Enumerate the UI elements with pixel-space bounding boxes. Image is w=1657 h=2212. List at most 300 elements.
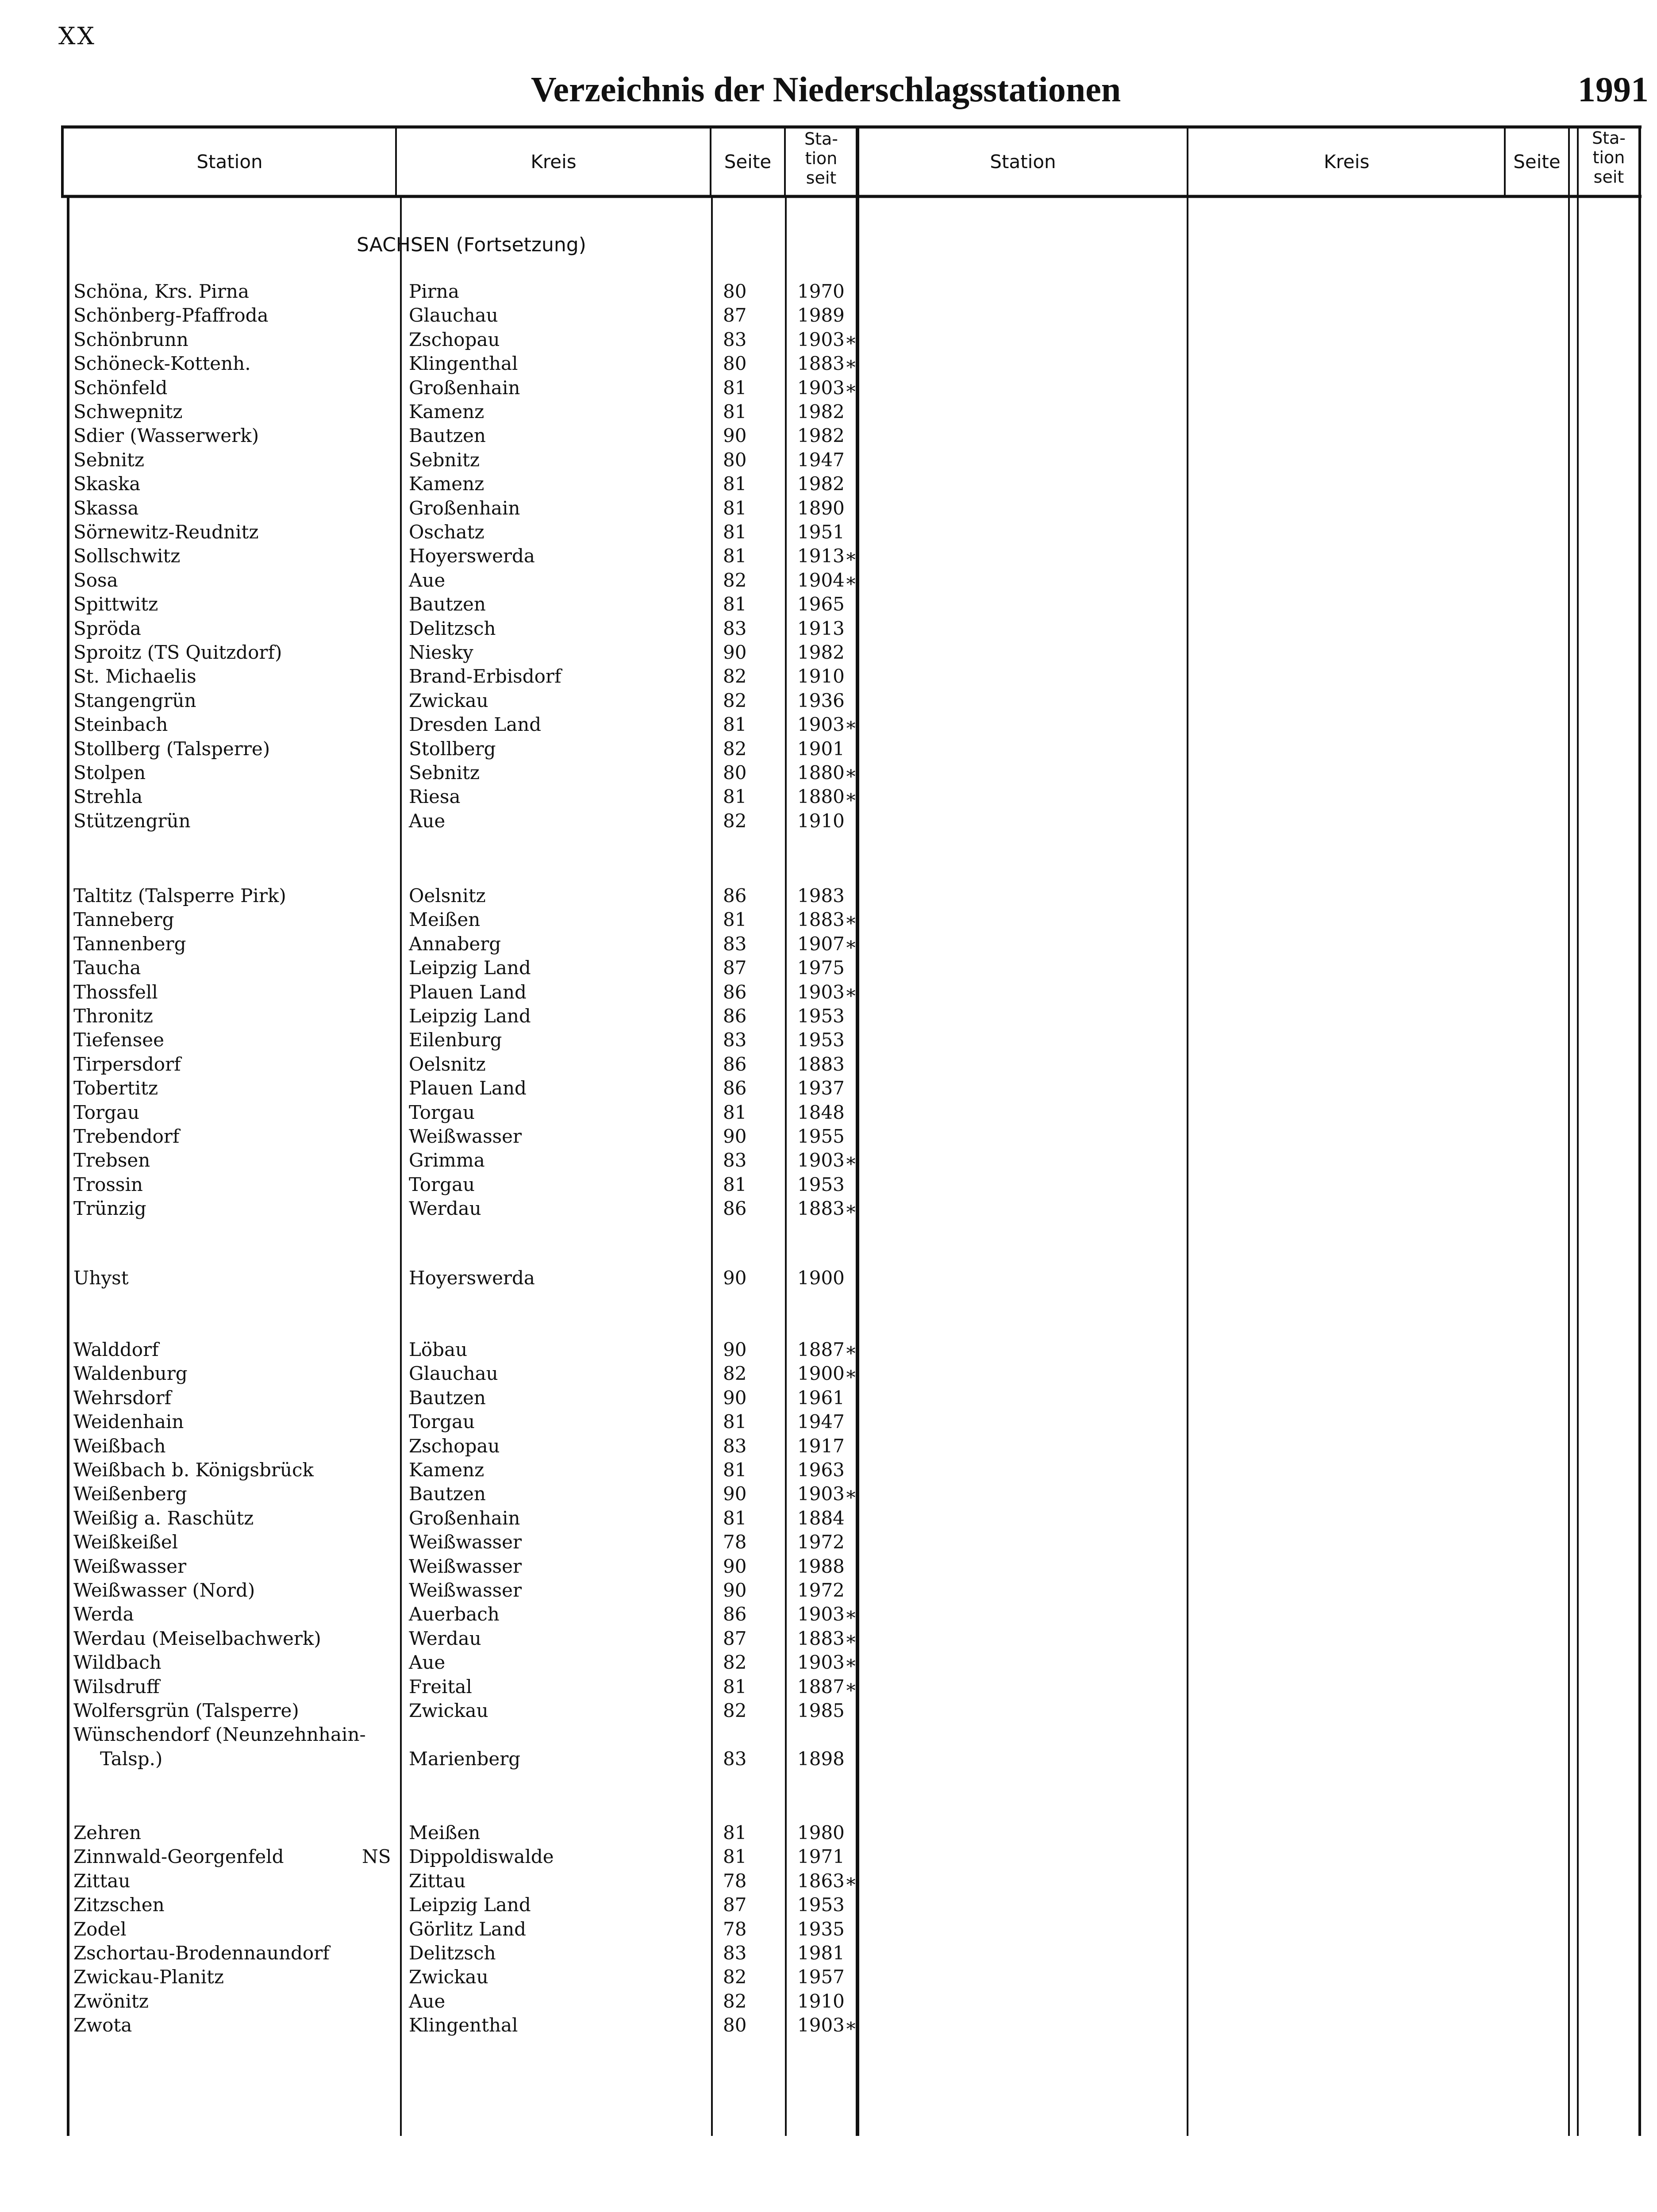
kreis-name: Plauen Land — [409, 1077, 527, 1099]
seite-value: 82 — [723, 737, 747, 760]
seite-value: 86 — [723, 1603, 747, 1625]
station-seit-value: 1970 — [797, 280, 845, 302]
table-row — [0, 1555, 1657, 1579]
station-name: Zinnwald-Georgenfeld — [73, 1846, 284, 1868]
seite-value: 81 — [723, 1459, 747, 1481]
station-seit-value: 1988 — [797, 1555, 845, 1577]
station-name: Trünzig — [73, 1198, 146, 1220]
table-row — [0, 1966, 1657, 1990]
kreis-name: Zwickau — [409, 1700, 488, 1721]
station-seit-value: 1965 — [797, 593, 845, 615]
station-name: Trebendorf — [73, 1125, 180, 1147]
table-row — [0, 1990, 1657, 2014]
table-row — [0, 1822, 1657, 1846]
station-seit-value: 1910 — [797, 1990, 845, 2012]
kreis-name: Kamenz — [409, 401, 484, 422]
kreis-name: Aue — [409, 1990, 446, 2012]
kreis-name: Freital — [409, 1675, 472, 1697]
station-seit-value: 1903∗ — [797, 376, 857, 399]
seite-value: 86 — [723, 1198, 747, 1220]
table-row — [0, 1700, 1657, 1724]
station-seit-value: 1880∗ — [797, 786, 857, 808]
table-row — [0, 1483, 1657, 1507]
station-name: Tannenberg — [73, 933, 186, 955]
seite-value: 81 — [723, 909, 747, 931]
station-name: Taltitz (Talsperre Pirk) — [73, 885, 286, 906]
station-seit-value: 1953 — [797, 1005, 845, 1027]
page-number: XX — [58, 22, 96, 50]
seite-value: 90 — [723, 641, 747, 663]
kreis-name: Auerbach — [409, 1603, 500, 1625]
kreis-name: Aue — [409, 810, 446, 832]
station-seit-value: 1957 — [797, 1966, 845, 1988]
table-row — [0, 449, 1657, 473]
station-seit-value: 1903∗ — [797, 328, 857, 350]
seite-value: 81 — [723, 786, 747, 808]
station-name: Weißbach b. Königsbrück — [73, 1459, 314, 1481]
seite-value: 78 — [723, 1531, 747, 1553]
table-row — [0, 377, 1657, 401]
station-seit-value: 1971 — [797, 1846, 845, 1868]
station-seit-value: 1884 — [797, 1507, 845, 1529]
kreis-name: Großenhain — [409, 497, 520, 519]
seite-value: 90 — [723, 425, 747, 447]
kreis-name: Torgau — [409, 1173, 475, 1195]
station-name: Zwönitz — [73, 1990, 149, 2012]
station-seit-value: 1910 — [797, 810, 845, 832]
year-label: 1991 — [1578, 70, 1649, 109]
table-row — [0, 1102, 1657, 1125]
kreis-name: Zittau — [409, 1870, 466, 1892]
station-name: Trossin — [73, 1173, 143, 1195]
seite-value: 86 — [723, 1053, 747, 1075]
station-seit-value: 1953 — [797, 1029, 845, 1051]
station-seit-value: 1951 — [797, 521, 845, 543]
station-name: Stolpen — [73, 762, 146, 783]
station-seit-value: 1887∗ — [797, 1675, 857, 1697]
station-seit-value: 1880∗ — [797, 762, 857, 783]
table-row — [0, 280, 1657, 304]
kreis-name: Pirna — [409, 280, 459, 302]
kreis-name: Hoyerswerda — [409, 1267, 535, 1289]
station-seit-value: 1983 — [797, 885, 845, 906]
station-seit-value: 1903∗ — [797, 981, 857, 1003]
station-name: Sörnewitz-Reudnitz — [73, 521, 259, 543]
station-seit-value: 1883∗ — [797, 909, 857, 931]
station-name: Zittau — [73, 1870, 131, 1892]
kreis-name: Löbau — [409, 1339, 468, 1360]
station-seit-value: 1883∗ — [797, 1198, 857, 1220]
kreis-name: Weißwasser — [409, 1579, 522, 1601]
station-name: Stützengrün — [73, 810, 191, 832]
kreis-name: Leipzig Land — [409, 957, 531, 979]
kreis-name: Klingenthal — [409, 353, 518, 375]
table-row — [0, 1125, 1657, 1149]
kreis-name: Weißwasser — [409, 1555, 522, 1577]
seite-value: 90 — [723, 1579, 747, 1601]
seite-value: 81 — [723, 376, 747, 399]
table-row — [0, 810, 1657, 834]
station-seit-value: 1903∗ — [797, 1603, 857, 1625]
station-seit-value: 1890 — [797, 497, 845, 519]
station-name: Schöna, Krs. Pirna — [73, 280, 249, 302]
table-row — [0, 1459, 1657, 1483]
kreis-name: Hoyerswerda — [409, 545, 535, 567]
station-seit-value: 1903∗ — [797, 1651, 857, 1674]
station-seit-value: 1947 — [797, 449, 845, 471]
seite-value: 82 — [723, 1651, 747, 1674]
kreis-name: Meißen — [409, 909, 481, 931]
kreis-name: Bautzen — [409, 1483, 486, 1505]
station-seit-value: 1848 — [797, 1101, 845, 1123]
table-row — [0, 1174, 1657, 1198]
seite-value: 81 — [723, 1675, 747, 1697]
kreis-name: Delitzsch — [409, 617, 496, 639]
table-row — [0, 1531, 1657, 1555]
kreis-name: Plauen Land — [409, 981, 527, 1003]
page-title: Verzeichnis der Niederschlagsstationen — [531, 70, 1121, 109]
station-name: Weißwasser (Nord) — [73, 1579, 255, 1601]
seite-value: 81 — [723, 714, 747, 736]
station-seit-value: 1883 — [797, 1053, 845, 1075]
seite-value: 90 — [723, 1125, 747, 1147]
kreis-name: Zwickau — [409, 689, 488, 711]
station-name: Tiefensee — [73, 1029, 165, 1051]
table-row — [0, 1411, 1657, 1435]
station-name: Schönfeld — [73, 376, 168, 399]
table-row — [0, 1339, 1657, 1363]
station-name: Weißkeißel — [73, 1531, 178, 1553]
seite-value: 80 — [723, 280, 747, 302]
station-name: Schönberg-Pfaffroda — [73, 304, 269, 326]
table-row — [0, 1267, 1657, 1291]
station-name: Strehla — [73, 786, 143, 808]
table-row — [0, 1724, 1657, 1770]
station-name: Sollschwitz — [73, 545, 181, 567]
station-name: Zwota — [73, 2014, 132, 2036]
kreis-name: Werdau — [409, 1627, 481, 1649]
seite-value: 81 — [723, 401, 747, 422]
seite-value: 83 — [723, 1435, 747, 1457]
station-name: Zwickau-Planitz — [73, 1966, 224, 1988]
seite-value: 90 — [723, 1483, 747, 1505]
station-seit-value: 1936 — [797, 689, 845, 711]
station-note: NS — [362, 1846, 391, 1868]
station-seit-value: 1903∗ — [797, 2014, 857, 2036]
station-seit-value: 1982 — [797, 473, 845, 495]
header-station-right: Station — [990, 151, 1056, 173]
station-name: Wildbach — [73, 1651, 161, 1674]
station-name: Thossfell — [73, 981, 158, 1003]
table-row — [0, 1628, 1657, 1651]
station-name: Steinbach — [73, 714, 168, 736]
table-row — [0, 1676, 1657, 1700]
table-row — [0, 401, 1657, 425]
seite-value: 80 — [723, 449, 747, 471]
station-name: Zschortau-Brodennaundorf — [73, 1942, 330, 1964]
header-seite: Seite — [724, 151, 772, 173]
seite-value: 82 — [723, 1700, 747, 1721]
station-name: Werdau (Meiselbachwerk) — [73, 1627, 321, 1649]
station-seit-value: 1935 — [797, 1918, 845, 1940]
seite-value: 80 — [723, 2014, 747, 2036]
station-name: Weidenhain — [73, 1411, 184, 1433]
seite-value: 86 — [723, 885, 747, 906]
seite-value: 80 — [723, 762, 747, 783]
station-name: Sosa — [73, 569, 118, 591]
seite-value: 81 — [723, 1411, 747, 1433]
station-name: Tirpersdorf — [73, 1053, 181, 1075]
station-seit-value: 1863∗ — [797, 1870, 857, 1892]
station-name: Sdier (Wasserwerk) — [73, 425, 259, 447]
kreis-name: Torgau — [409, 1101, 475, 1123]
kreis-name: Großenhain — [409, 376, 520, 399]
table-row — [0, 1149, 1657, 1173]
station-seit-value: 1972 — [797, 1579, 845, 1601]
station-name: Schöneck-Kottenh. — [73, 353, 251, 375]
station-name: Taucha — [73, 957, 141, 979]
seite-value: 83 — [723, 1747, 747, 1770]
station-seit-value: 1975 — [797, 957, 845, 979]
station-name: Stollberg (Talsperre) — [73, 737, 270, 760]
table-row — [0, 1651, 1657, 1675]
kreis-name: Zschopau — [409, 1435, 500, 1457]
seite-value: 82 — [723, 1966, 747, 1988]
station-name: Walddorf — [73, 1339, 159, 1360]
table-row — [0, 1435, 1657, 1459]
table-row — [0, 1198, 1657, 1221]
kreis-name: Bautzen — [409, 1386, 486, 1409]
kreis-name: Weißwasser — [409, 1531, 522, 1553]
kreis-name: Werdau — [409, 1198, 481, 1220]
seite-value: 81 — [723, 1173, 747, 1195]
station-name: St. Michaelis — [73, 665, 196, 687]
station-name: Sproitz (TS Quitzdorf) — [73, 641, 282, 663]
table-row — [0, 1603, 1657, 1627]
station-seit-value: 1917 — [797, 1435, 845, 1457]
station-name: Weißenberg — [73, 1483, 187, 1505]
kreis-name: Eilenburg — [409, 1029, 502, 1051]
seite-value: 90 — [723, 1267, 747, 1289]
seite-value: 82 — [723, 1363, 747, 1385]
seite-value: 86 — [723, 1005, 747, 1027]
kreis-name: Zschopau — [409, 328, 500, 350]
kreis-name: Großenhain — [409, 1507, 520, 1529]
seite-value: 83 — [723, 933, 747, 955]
station-seit-value: 1903∗ — [797, 714, 857, 736]
station-seit-value: 1961 — [797, 1386, 845, 1409]
station-seit-value: 1982 — [797, 401, 845, 422]
station-name: Zodel — [73, 1918, 127, 1940]
table-row — [0, 762, 1657, 786]
seite-value: 86 — [723, 1077, 747, 1099]
table-row — [0, 1846, 1657, 1870]
station-name: Wolfersgrün (Talsperre) — [73, 1700, 299, 1721]
header-station-seit: Sta- tion seit — [804, 129, 838, 188]
table-row — [0, 981, 1657, 1005]
seite-value: 81 — [723, 593, 747, 615]
station-name: Zitzschen — [73, 1894, 165, 1916]
kreis-name: Dresden Land — [409, 714, 542, 736]
table-row — [0, 1918, 1657, 1942]
kreis-name: Grimma — [409, 1149, 485, 1171]
seite-value: 81 — [723, 473, 747, 495]
station-name: Thronitz — [73, 1005, 153, 1027]
seite-value: 87 — [723, 304, 747, 326]
seite-value: 81 — [723, 1507, 747, 1529]
kreis-name: Brand-Erbisdorf — [409, 665, 561, 687]
station-seit-value: 1903∗ — [797, 1149, 857, 1171]
kreis-name: Sebnitz — [409, 449, 480, 471]
table-row — [0, 1363, 1657, 1386]
table-row — [0, 714, 1657, 737]
station-name: Sebnitz — [73, 449, 145, 471]
table-row — [0, 1507, 1657, 1531]
station-name: Trebsen — [73, 1149, 150, 1171]
seite-value: 82 — [723, 810, 747, 832]
seite-value: 82 — [723, 569, 747, 591]
kreis-name: Delitzsch — [409, 1942, 496, 1964]
kreis-name: Marienberg — [409, 1747, 521, 1770]
table-row — [0, 1053, 1657, 1077]
seite-value: 80 — [723, 353, 747, 375]
seite-value: 83 — [723, 1149, 747, 1171]
seite-value: 83 — [723, 1029, 747, 1051]
kreis-name: Aue — [409, 569, 446, 591]
station-seit-value: 1903∗ — [797, 1483, 857, 1505]
table-row — [0, 786, 1657, 810]
station-name: Skassa — [73, 497, 139, 519]
seite-value: 81 — [723, 497, 747, 519]
station-seit-value: 1947 — [797, 1411, 845, 1433]
seite-value: 87 — [723, 1894, 747, 1916]
header-kreis: Kreis — [531, 151, 577, 173]
header-seite-right: Seite — [1513, 151, 1561, 173]
station-seit-value: 1900∗ — [797, 1363, 857, 1385]
table-row — [0, 1579, 1657, 1603]
table-row — [0, 329, 1657, 353]
section-heading: SACHSEN (Fortsetzung) — [357, 234, 586, 256]
kreis-name: Zwickau — [409, 1966, 488, 1988]
table-row — [0, 1894, 1657, 1918]
seite-value: 86 — [723, 981, 747, 1003]
table-row — [0, 1870, 1657, 1894]
station-seit-value: 1985 — [797, 1700, 845, 1721]
station-name: Schwepnitz — [73, 401, 183, 422]
kreis-name: Riesa — [409, 786, 461, 808]
station-seit-value: 1910 — [797, 665, 845, 687]
station-name: Waldenburg — [73, 1363, 188, 1385]
station-seit-value: 1904∗ — [797, 569, 857, 591]
kreis-name: Glauchau — [409, 1363, 498, 1385]
table-row — [0, 521, 1657, 545]
kreis-name: Oelsnitz — [409, 885, 486, 906]
header-station-seit-right: Sta- tion seit — [1592, 128, 1626, 187]
kreis-name: Weißwasser — [409, 1125, 522, 1147]
table-row — [0, 304, 1657, 328]
station-name: Weißwasser — [73, 1555, 187, 1577]
seite-value: 81 — [723, 1101, 747, 1123]
station-seit-value: 1953 — [797, 1894, 845, 1916]
table-row — [0, 473, 1657, 497]
table-row — [0, 957, 1657, 981]
station-seit-value: 1980 — [797, 1822, 845, 1843]
kreis-name: Torgau — [409, 1411, 475, 1433]
kreis-name: Sebnitz — [409, 762, 480, 783]
station-seit-value: 1982 — [797, 641, 845, 663]
station-seit-value: 1883∗ — [797, 1627, 857, 1649]
table-row — [0, 618, 1657, 641]
seite-value: 81 — [723, 1822, 747, 1843]
table-row — [0, 1029, 1657, 1053]
kreis-name: Oelsnitz — [409, 1053, 486, 1075]
kreis-name: Oschatz — [409, 521, 484, 543]
station-seit-value: 1907∗ — [797, 933, 857, 955]
table-row — [0, 933, 1657, 957]
station-name: Spittwitz — [73, 593, 158, 615]
station-seit-value: 1937 — [797, 1077, 845, 1099]
table-row — [0, 738, 1657, 762]
seite-value: 90 — [723, 1339, 747, 1360]
header-kreis-right: Kreis — [1323, 151, 1370, 173]
table-row — [0, 593, 1657, 617]
seite-value: 81 — [723, 521, 747, 543]
kreis-name: Dippoldiswalde — [409, 1846, 554, 1868]
station-seit-value: 1898 — [797, 1747, 845, 1770]
station-seit-value: 1883∗ — [797, 353, 857, 375]
kreis-name: Leipzig Land — [409, 1894, 531, 1916]
kreis-name: Leipzig Land — [409, 1005, 531, 1027]
seite-value: 83 — [723, 328, 747, 350]
seite-value: 81 — [723, 545, 747, 567]
table-row — [0, 909, 1657, 933]
table-row — [0, 425, 1657, 449]
seite-value: 78 — [723, 1918, 747, 1940]
table-row — [0, 1942, 1657, 1966]
station-seit-value: 1913 — [797, 617, 845, 639]
table-row — [0, 1077, 1657, 1101]
station-name: Wilsdruff — [73, 1675, 160, 1697]
kreis-name: Annaberg — [409, 933, 501, 955]
seite-value: 82 — [723, 665, 747, 687]
seite-value: 83 — [723, 617, 747, 639]
station-seit-value: 1972 — [797, 1531, 845, 1553]
station-name: Spröda — [73, 617, 141, 639]
seite-value: 83 — [723, 1942, 747, 1964]
station-name: Schönbrunn — [73, 328, 188, 350]
station-name: Uhyst — [73, 1267, 129, 1289]
kreis-name: Stollberg — [409, 737, 496, 760]
seite-value: 90 — [723, 1386, 747, 1409]
kreis-name: Niesky — [409, 641, 473, 663]
seite-value: 78 — [723, 1870, 747, 1892]
kreis-name: Aue — [409, 1651, 446, 1674]
station-seit-value: 1887∗ — [797, 1339, 857, 1360]
station-name: Torgau — [73, 1101, 140, 1123]
station-seit-value: 1982 — [797, 425, 845, 447]
table-row — [0, 545, 1657, 569]
table-row — [0, 690, 1657, 714]
kreis-name: Klingenthal — [409, 2014, 518, 2036]
header-station: Station — [196, 151, 263, 173]
station-seit-value: 1900 — [797, 1267, 845, 1289]
station-name: Stangengrün — [73, 689, 196, 711]
station-seit-value: 1981 — [797, 1942, 845, 1964]
table-row — [0, 885, 1657, 909]
kreis-name: Görlitz Land — [409, 1918, 527, 1940]
table-row — [0, 665, 1657, 689]
station-seit-value: 1901 — [797, 737, 845, 760]
